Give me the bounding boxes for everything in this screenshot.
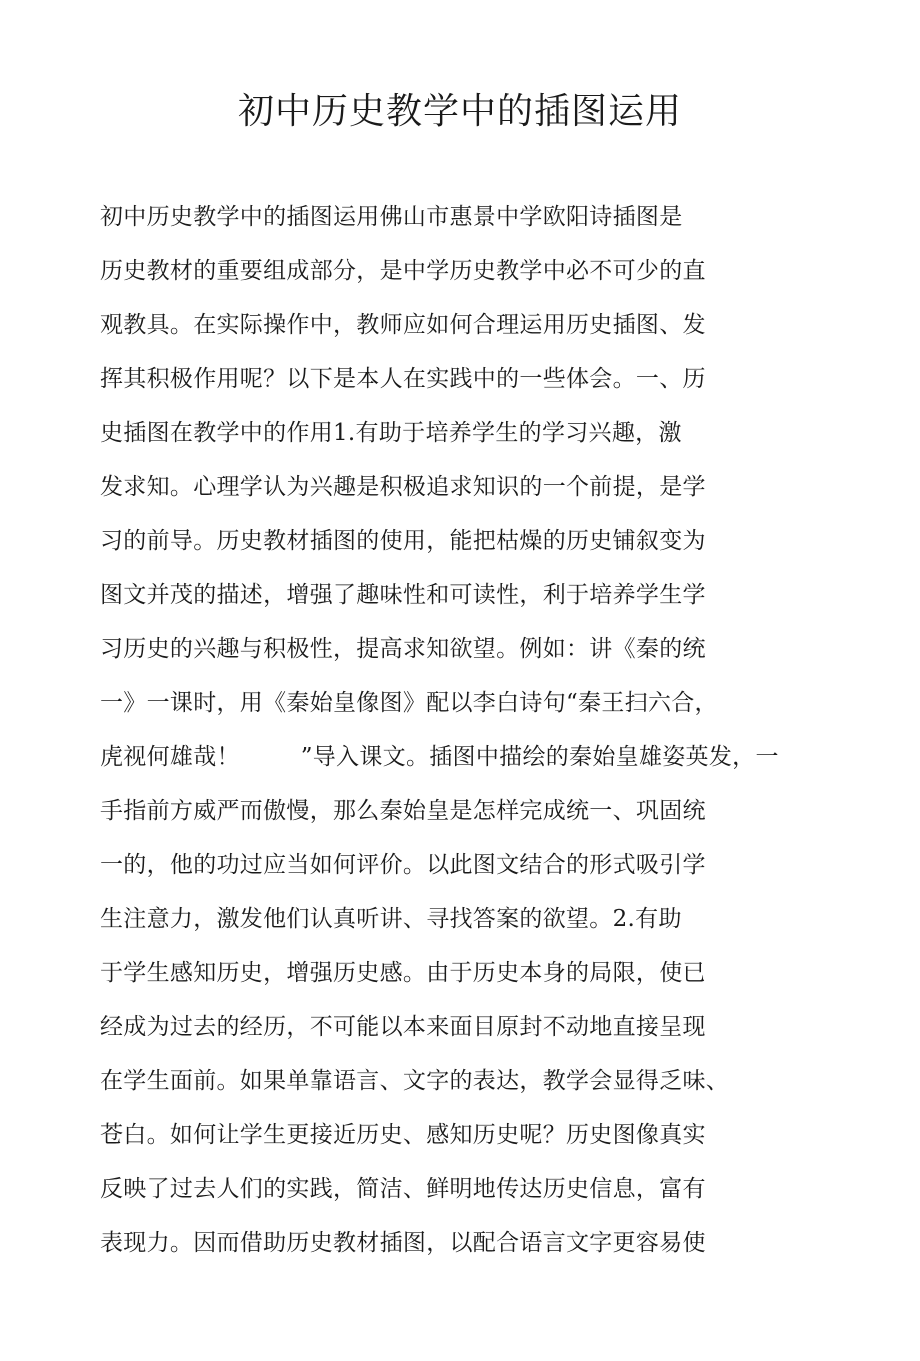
body-line: 生注意力，激发他们认真听讲、寻找答案的欲望。2.有助: [100, 906, 682, 932]
document-body: [100, 190, 840, 1270]
body-line: 在学生面前。如果单靠语言、文字的表达，教学会显得乏味、: [100, 1068, 730, 1094]
body-line: 苍白。如何让学生更接近历史、感知历史呢？历史图像真实: [100, 1122, 706, 1148]
body-line: 经成为过去的经历，不可能以本来面目原封不动地直接呈现: [100, 1014, 706, 1040]
body-line: 一》一课时，用《秦始皇像图》配以李白诗句“秦王扫六合，: [100, 690, 718, 716]
body-line: 观教具。在实际操作中，教师应如何合理运用历史插图、发: [100, 312, 706, 338]
body-line: 于学生感知历史，增强历史感。由于历史本身的局限，使已: [100, 960, 706, 986]
body-line: 习的前导。历史教材插图的使用，能把枯燥的历史铺叙变为: [100, 528, 706, 554]
body-line: 反映了过去人们的实践，简洁、鲜明地传达历史信息，富有: [100, 1176, 706, 1202]
body-line: 手指前方威严而傲慢，那么秦始皇是怎样完成统一、巩固统: [100, 798, 706, 824]
body-line: 发求知。心理学认为兴趣是积极追求知识的一个前提，是学: [100, 474, 706, 500]
body-line: 虎视何雄哉！ ”导入课文。插图中描绘的秦始皇雄姿英发，一: [100, 744, 779, 770]
document-title: 初中历史教学中的插图运用: [237, 91, 682, 132]
body-line: 史插图在教学中的作用1.有助于培养学生的学习兴趣，激: [100, 420, 682, 446]
body-line: 图文并茂的描述，增强了趣味性和可读性，利于培养学生学: [100, 582, 706, 608]
body-line: 历史教材的重要组成部分，是中学历史教学中必不可少的直: [100, 258, 706, 284]
body-line: 表现力。因而借助历史教材插图，以配合语言文字更容易使: [100, 1230, 706, 1256]
body-line: 一的，他的功过应当如何评价。以此图文结合的形式吸引学: [100, 852, 706, 878]
body-line: 初中历史教学中的插图运用佛山市惠景中学欧阳诗插图是: [100, 204, 683, 230]
body-line: 挥其积极作用呢？以下是本人在实践中的一些体会。一、历: [100, 366, 706, 392]
body-line: 习历史的兴趣与积极性，提高求知欲望。例如：讲《秦的统: [100, 636, 706, 662]
